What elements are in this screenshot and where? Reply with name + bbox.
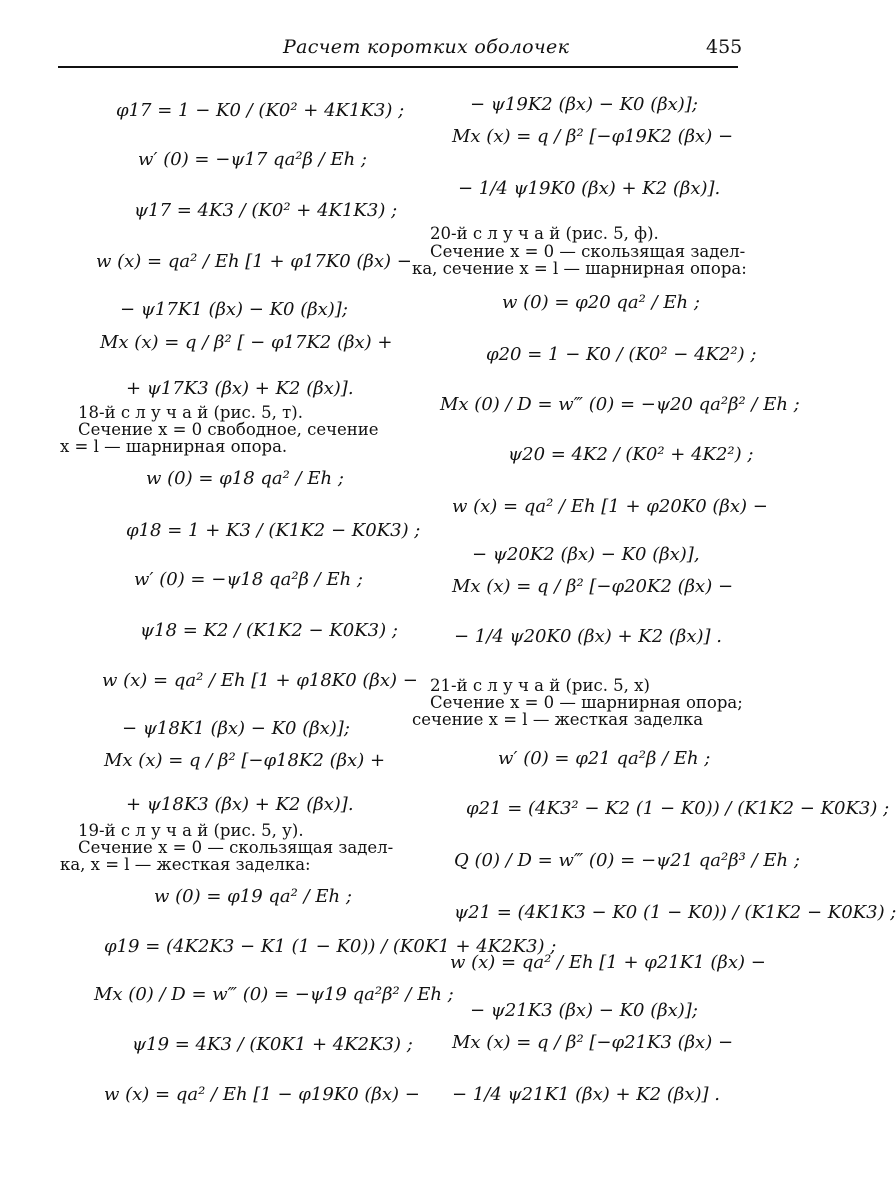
formula-line: + ψ18K3 (βx) + K2 (βx)]. bbox=[126, 794, 354, 815]
text-line: Сечение x = 0 — скользящая задел- bbox=[78, 838, 394, 857]
text-line: 18-й с л у ч а й (рис. 5, т). bbox=[78, 403, 303, 422]
formula-line: φ20 = 1 − K0 / (K0² − 4K2²) ; bbox=[486, 344, 757, 365]
formula-line: ψ18 = K2 / (K1K2 − K0K3) ; bbox=[140, 620, 398, 641]
formula-line: w (0) = φ18 qa² / Eh ; bbox=[146, 468, 344, 489]
formula-line: w′ (0) = −ψ18 qa²β / Eh ; bbox=[134, 569, 363, 590]
formula-line: Q (0) / D = w‴ (0) = −ψ21 qa²β³ / Eh ; bbox=[454, 850, 800, 871]
formula-line: − ψ19K2 (βx) − K0 (βx)]; bbox=[470, 94, 698, 115]
header-rule bbox=[58, 66, 738, 68]
formula-line: Mx (0) / D = w‴ (0) = −ψ19 qa²β² / Eh ; bbox=[94, 984, 454, 1005]
formula-line: − 1/4 ψ20K0 (βx) + K2 (βx)] . bbox=[454, 626, 722, 647]
formula-line: φ17 = 1 − K0 / (K0² + 4K1K3) ; bbox=[116, 100, 405, 121]
formula-line: φ18 = 1 + K3 / (K1K2 − K0K3) ; bbox=[126, 520, 421, 541]
text-line: Сечение x = 0 — шарнирная опора; bbox=[430, 693, 743, 712]
formula-line: Mx (x) = q / β² [ − φ17K2 (βx) + bbox=[100, 332, 393, 353]
text-line: x = l — шарнирная опора. bbox=[60, 437, 288, 456]
running-title: Расчет коротких оболочек bbox=[283, 36, 570, 58]
formula-line: w (x) = qa² / Eh [1 + φ20K0 (βx) − bbox=[452, 496, 768, 517]
text-line: 21-й с л у ч а й (рис. 5, х) bbox=[430, 676, 650, 695]
formula-line: φ19 = (4K2K3 − K1 (1 − K0)) / (K0K1 + 4K2K3) ; bbox=[104, 936, 557, 957]
formula-line: Mx (x) = q / β² [−φ18K2 (βx) + bbox=[104, 750, 386, 771]
text-line: 19-й с л у ч а й (рис. 5, у). bbox=[78, 821, 304, 840]
formula-line: Mx (0) / D = w‴ (0) = −ψ20 qa²β² / Eh ; bbox=[440, 394, 800, 415]
formula-line: w′ (0) = φ21 qa²β / Eh ; bbox=[498, 748, 711, 769]
formula-line: w (0) = φ19 qa² / Eh ; bbox=[154, 886, 352, 907]
formula-line: w (x) = qa² / Eh [1 + φ18K0 (βx) − bbox=[102, 670, 418, 691]
text-line: ка, сечение x = l — шарнирная опора: bbox=[412, 259, 747, 278]
formula-line: Mx (x) = q / β² [−φ20K2 (βx) − bbox=[452, 576, 734, 597]
formula-line: ψ21 = (4K1K3 − K0 (1 − K0)) / (K1K2 − K0K3) ; bbox=[454, 902, 896, 923]
formula-line: w (x) = qa² / Eh [1 − φ19K0 (βx) − bbox=[104, 1084, 420, 1105]
text-line: Сечение x = 0 — скользящая задел- bbox=[430, 242, 746, 261]
formula-line: w (x) = qa² / Eh [1 + φ17K0 (βx) − bbox=[96, 251, 412, 272]
text-line: сечение x = l — жесткая заделка bbox=[412, 710, 704, 729]
formula-line: w (x) = qa² / Eh [1 + φ21K1 (βx) − bbox=[450, 952, 766, 973]
formula-line: Mx (x) = q / β² [−φ19K2 (βx) − bbox=[452, 126, 734, 147]
right-column bbox=[412, 88, 896, 1188]
text-line: 20-й с л у ч а й (рис. 5, ф). bbox=[430, 224, 659, 243]
formula-line: Mx (x) = q / β² [−φ21K3 (βx) − bbox=[452, 1032, 734, 1053]
formula-line: − 1/4 ψ21K1 (βx) + K2 (βx)] . bbox=[452, 1084, 720, 1105]
formula-line: − ψ17K1 (βx) − K0 (βx)]; bbox=[120, 299, 348, 320]
formula-line: ψ17 = 4K3 / (K0² + 4K1K3) ; bbox=[134, 200, 398, 221]
formula-line: w′ (0) = −ψ17 qa²β / Eh ; bbox=[138, 149, 367, 170]
formula-line: w (0) = φ20 qa² / Eh ; bbox=[502, 292, 700, 313]
formula-line: + ψ17K3 (βx) + K2 (βx)]. bbox=[126, 378, 354, 399]
page-number: 455 bbox=[706, 36, 743, 58]
formula-line: − ψ18K1 (βx) − K0 (βx)]; bbox=[122, 718, 350, 739]
text-line: ка, x = l — жесткая заделка: bbox=[60, 855, 311, 874]
formula-line: − 1/4 ψ19K0 (βx) + K2 (βx)]. bbox=[458, 178, 721, 199]
formula-line: ψ19 = 4K3 / (K0K1 + 4K2K3) ; bbox=[132, 1034, 413, 1055]
text-line: Сечение x = 0 свободное, сечение bbox=[78, 420, 379, 439]
page-header bbox=[0, 0, 782, 80]
formula-line: − ψ20K2 (βx) − K0 (βx)], bbox=[472, 544, 700, 565]
formula-line: − ψ21K3 (βx) − K0 (βx)]; bbox=[470, 1000, 698, 1021]
formula-line: ψ20 = 4K2 / (K0² + 4K2²) ; bbox=[508, 444, 754, 465]
formula-line: φ21 = (4K3² − K2 (1 − K0)) / (K1K2 − K0K3) ; bbox=[466, 798, 890, 819]
